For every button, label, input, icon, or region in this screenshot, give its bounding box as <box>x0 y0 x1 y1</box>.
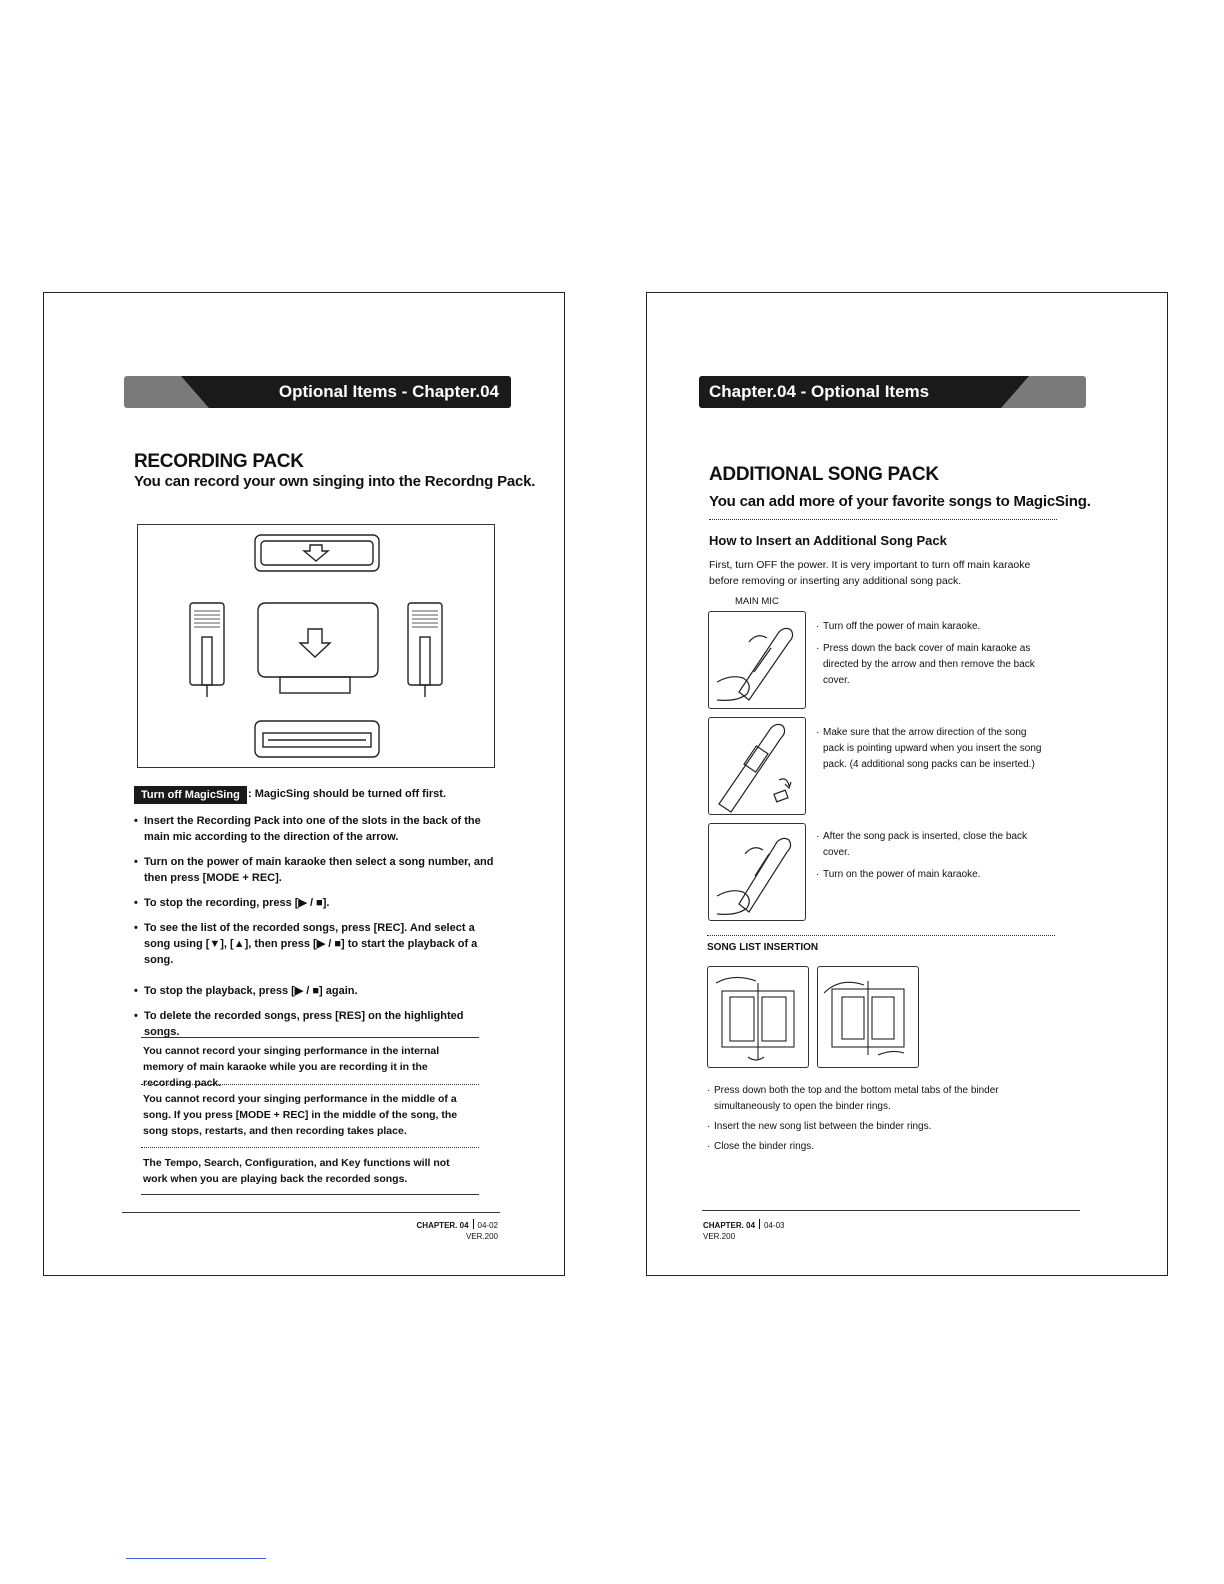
subtitle-rule <box>709 519 1057 520</box>
song-pack-subtitle: You can add more of your favorite songs to MagicSing. <box>709 493 1091 510</box>
down-arrow-icon <box>304 545 328 561</box>
song-pack-insert-drawing <box>709 718 805 814</box>
song-list-steps <box>707 1083 1047 1161</box>
instruction-item: • To stop the recording, press [▶ / ■]. <box>134 895 494 911</box>
note-1: You cannot record your singing performance in the internal memory of main karaoke while you are recording it in the recording pack. <box>143 1045 440 1089</box>
instruction-item: • To see the list of the recorded songs, press [REC]. And select a song using [▼], [▲], then press [▶ / ■] to start the playback of a song. <box>134 920 494 968</box>
right-page <box>646 292 1168 1276</box>
right-header-text: Chapter.04 - Optional Items <box>709 382 930 401</box>
song-list-rule <box>707 935 1055 936</box>
left-footer-rule <box>122 1212 500 1213</box>
notes-bottom-rule <box>141 1194 479 1195</box>
recording-pack-subtitle: You can record your own singing into the Recordng Pack. <box>134 473 536 490</box>
turn-off-description: : MagicSing should be turned off first. <box>248 788 446 800</box>
step-item: · Insert the new song list between the binder rings. <box>707 1119 1047 1135</box>
left-page <box>43 292 565 1276</box>
close-cover-drawing <box>709 824 805 920</box>
binder-photo-2 <box>817 966 919 1068</box>
binder-photo-1 <box>707 966 809 1068</box>
step-item: · Press down both the top and the bottom metal tabs of the binder simultaneously to open the binder rings. <box>707 1083 1047 1115</box>
main-mic-label: MAIN MIC <box>735 596 779 607</box>
step-item: · Turn off the power of main karaoke. <box>816 619 1046 635</box>
recording-pack-diagram <box>138 525 494 767</box>
right-page-footer: CHAPTER. 04 04-03 VER.200 <box>703 1221 785 1241</box>
instruction-item: • To stop the playback, press [▶ / ■] again. <box>134 983 494 999</box>
note-divider <box>141 1147 479 1148</box>
step1-photo <box>708 611 806 709</box>
mic-remove-cover-drawing <box>709 612 805 708</box>
left-chapter-header <box>124 376 511 408</box>
recording-pack-illustration <box>137 524 495 768</box>
step1-list <box>816 619 1046 695</box>
right-chapter-header <box>699 376 1086 408</box>
binder-insert-drawing <box>818 967 918 1067</box>
intro-text: First, turn OFF the power. It is very important to turn off main karaoke before removing or inserting any additional song pack. <box>709 559 1031 587</box>
center-pack-shape <box>258 603 378 677</box>
right-footer-rule <box>702 1210 1080 1211</box>
note-2: You cannot record your singing performance in the middle of a song. If you press [MODE + REC] in the middle of the song, the song stops, restarts, and then recording takes place. <box>143 1093 458 1137</box>
step3-list <box>816 829 1046 889</box>
step-item: · Press down the back cover of main karaoke as directed by the arrow and then remove the back cover. <box>816 641 1046 689</box>
recording-instructions <box>134 813 494 1040</box>
turn-off-tag: Turn off MagicSing <box>134 786 247 804</box>
step2-list <box>816 725 1046 779</box>
binder-open-drawing <box>708 967 808 1067</box>
step3-photo <box>708 823 806 921</box>
note-divider <box>141 1084 479 1085</box>
how-to-heading: How to Insert an Additional Song Pack <box>709 533 947 548</box>
bottom-pack-shape <box>255 721 379 757</box>
recording-pack-title: RECORDING PACK <box>134 451 304 472</box>
step-item: · After the song pack is inserted, close the back cover. <box>816 829 1046 861</box>
instruction-item: • Turn on the power of main karaoke then select a song number, and then press [MODE + REC]. <box>134 854 494 886</box>
step-item: · Make sure that the arrow direction of the song pack is pointing upward when you insert the song pack. (4 additional song packs can be inserted.) <box>816 725 1046 773</box>
note-3: The Tempo, Search, Configuration, and Key functions will not work when you are playing back the recorded songs. <box>143 1157 450 1185</box>
song-list-heading: SONG LIST INSERTION <box>707 942 819 953</box>
step2-photo <box>708 717 806 815</box>
notes-top-rule <box>141 1037 479 1038</box>
bottom-link-rule <box>126 1558 266 1559</box>
song-pack-title: ADDITIONAL SONG PACK <box>709 464 939 485</box>
center-down-arrow-icon <box>300 629 330 657</box>
left-page-footer: CHAPTER. 04 04-02 VER.200 <box>416 1221 498 1241</box>
left-header-text: Optional Items - Chapter.04 <box>278 382 499 401</box>
step-item: · Close the binder rings. <box>707 1139 1047 1155</box>
instruction-item: • To delete the recorded songs, press [RES] on the highlighted songs. <box>134 1008 494 1040</box>
instruction-item: • Insert the Recording Pack into one of the slots in the back of the main mic according to the direction of the arrow. <box>134 813 494 845</box>
step-item: · Turn on the power of main karaoke. <box>816 867 1046 883</box>
